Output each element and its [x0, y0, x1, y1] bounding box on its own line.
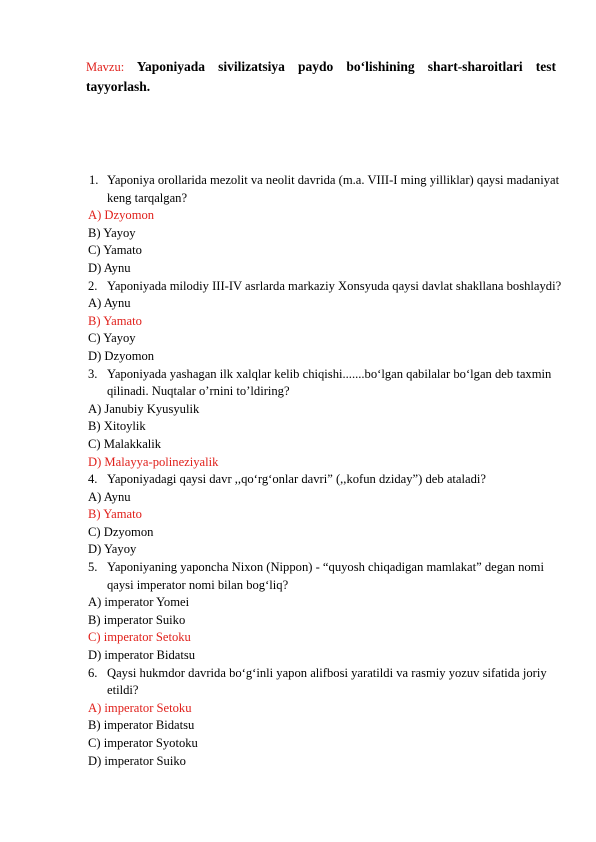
topic-title: Yaponiyada sivilizatsiya paydo bo‘lishining shart-sharoitlari test tayyorlash.: [86, 59, 557, 94]
answer-option-d: D) imperator Bidatsu: [88, 648, 196, 663]
answer-option-c: C) imperator Syotoku: [88, 736, 198, 750]
question-number: 1.: [89, 173, 99, 187]
answer-option-b: B) imperator Suiko: [88, 612, 186, 627]
question-5: [88, 559, 568, 594]
answer-option-c: C) Yamato: [88, 243, 142, 258]
question-number: 2.: [88, 278, 98, 293]
answer-option-b: B) Xitoylik: [88, 419, 146, 434]
answer-option-c: C) Dzyomon: [88, 524, 154, 539]
answer-option-b: B) Yayoy: [88, 225, 136, 240]
answer-option-a: A) Aynu: [88, 296, 131, 311]
question-2: [88, 278, 568, 296]
question-3: [88, 366, 568, 401]
answer-option-b-correct: B) Yamato: [88, 507, 142, 522]
answer-option-d-correct: D) Malayya-polineziyalik: [88, 454, 219, 469]
question-text: Yaponiyada milodiy III-IV asrlarda markaziy Xonsyuda qaysi davlat shakllana boshlaydi?: [107, 278, 562, 293]
question-number: 3.: [88, 366, 98, 381]
answer-option-c-correct: C) imperator Setoku: [88, 630, 191, 645]
question-text: Yaponiyaning yaponcha Nixon (Nippon) - “quyosh chiqadigan mamlakat” degan nomi qaysi imperator nomi bilan bog‘liq?: [107, 560, 544, 592]
question-text: Yaponiyadagi qaysi davr ,,qo‘rg‘onlar davri” (,,kofun dziday”) deb ataladi?: [107, 472, 486, 487]
answer-option-a-correct: A) imperator Setoku: [88, 700, 192, 715]
answer-option-c: C) Yayoy: [88, 331, 136, 346]
answer-option-a: A) Janubiy Kyusyulik: [88, 401, 200, 416]
question-number: 6.: [88, 665, 98, 680]
question-text: Yaponiya orollarida mezolit va neolit davrida (m.a. VIII-I ming yilliklar) qaysi madaniyat keng tarqalgan?: [107, 173, 560, 205]
question-4: [88, 471, 568, 489]
answer-option-a: A) imperator Yomei: [88, 595, 190, 610]
answer-option-b-correct: B) Yamato: [88, 313, 142, 328]
topic-label: Mavzu:: [86, 60, 125, 74]
question-6: [88, 665, 568, 700]
answer-option-d: D) Aynu: [88, 260, 131, 275]
answer-option-d: D) imperator Suiko: [88, 753, 186, 768]
answer-option-a: A) Aynu: [88, 489, 131, 504]
answer-option-a-correct: A) Dzyomon: [88, 208, 155, 223]
answer-option-b: B) imperator Bidatsu: [88, 718, 195, 733]
quiz-list: [88, 172, 568, 770]
question-text: Qaysi hukmdor davrida bo‘g‘inli yapon alifbosi yaratildi va rasmiy yozuv sifatida joriy etildi?: [107, 665, 547, 698]
question-text: Yaponiyada yashagan ilk xalqlar kelib chiqishi.......bo‘lgan qabilalar bo‘lgan deb taxmin qilinadi. Nuqtalar o’rnini to’ldiring?: [107, 366, 552, 399]
question-number: 4.: [88, 472, 98, 487]
question-number: 5.: [88, 560, 98, 575]
answer-option-c: C) Malakkalik: [88, 436, 162, 451]
document-title: [86, 57, 556, 96]
question-1: [88, 172, 568, 207]
answer-option-d: D) Dzyomon: [88, 348, 155, 363]
answer-option-d: D) Yayoy: [88, 542, 137, 557]
